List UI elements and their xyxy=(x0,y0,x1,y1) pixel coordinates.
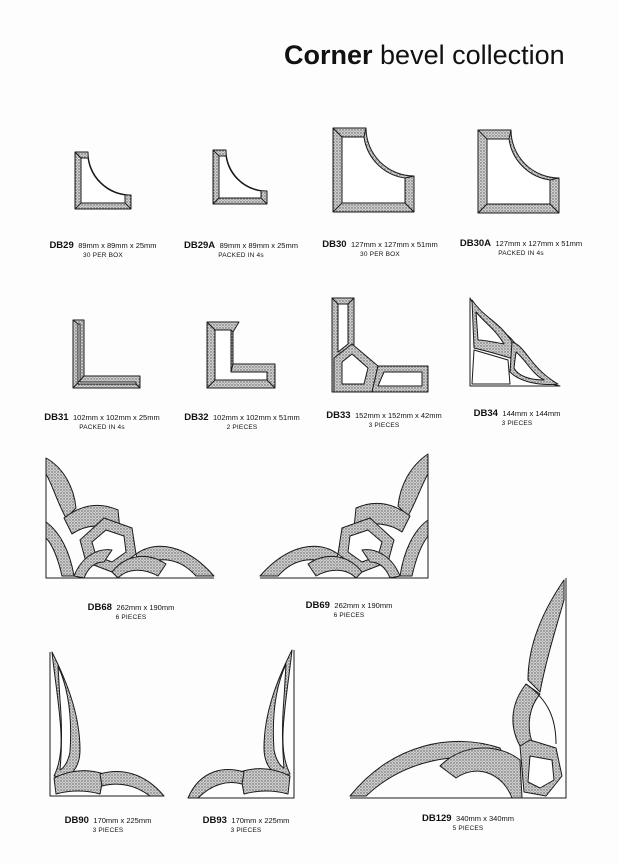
item-code: DB33 xyxy=(326,410,351,421)
item-dims: 262mm x 190mm xyxy=(334,601,393,610)
item-db69 xyxy=(294,596,404,620)
db33-bevel-drawing xyxy=(332,298,428,392)
item-note: 30 PER BOX xyxy=(83,251,123,259)
item-db29a xyxy=(179,236,303,260)
item-db33 xyxy=(320,406,448,430)
db31-bevel-drawing xyxy=(73,320,140,388)
db69-bevel-drawing xyxy=(260,454,428,578)
item-dims: 102mm x 102mm x 51mm xyxy=(213,413,300,422)
item-note: PACKED IN 4s xyxy=(79,423,125,431)
item-dims: 89mm x 89mm x 25mm xyxy=(78,241,157,250)
item-code: DB68 xyxy=(87,602,112,613)
item-code: DB34 xyxy=(473,408,498,419)
item-note: PACKED IN 4s xyxy=(218,251,264,259)
item-code: DB29A xyxy=(184,240,216,251)
item-dims: 144mm x 144mm xyxy=(502,409,561,418)
item-note: 6 PIECES xyxy=(333,611,365,619)
item-db93 xyxy=(190,811,302,835)
item-db129 xyxy=(410,809,526,833)
db93-bevel-drawing xyxy=(188,650,294,798)
item-dims: 170mm x 225mm xyxy=(231,816,290,825)
db34-bevel-drawing xyxy=(470,298,560,386)
db30-bevel-drawing xyxy=(333,128,414,212)
item-note: 3 PIECES xyxy=(368,421,400,429)
db29a-bevel-drawing xyxy=(213,150,267,204)
item-dims: 340mm x 340mm xyxy=(456,814,514,823)
item-db31 xyxy=(40,408,164,432)
item-note: 3 PIECES xyxy=(501,419,533,427)
item-code: DB30A xyxy=(459,238,491,249)
item-dims: 127mm x 127mm x 51mm xyxy=(351,240,438,249)
title-bold: Corner xyxy=(284,40,373,70)
item-code: DB32 xyxy=(184,412,209,423)
db29-bevel-drawing xyxy=(75,152,131,209)
item-note: 30 PER BOX xyxy=(360,250,400,258)
item-note: 5 PIECES xyxy=(452,824,484,832)
item-db30 xyxy=(318,235,442,259)
item-dims: 89mm x 89mm x 25mm xyxy=(219,241,298,250)
item-code: DB93 xyxy=(202,815,227,826)
item-code: DB31 xyxy=(44,412,69,423)
db68-bevel-drawing xyxy=(46,458,214,578)
item-code: DB29 xyxy=(49,240,74,251)
item-db32 xyxy=(178,408,306,432)
item-code: DB30 xyxy=(322,239,347,250)
item-db68 xyxy=(76,598,186,622)
db90-bevel-drawing xyxy=(50,652,164,796)
item-db34 xyxy=(468,404,566,428)
item-note: 2 PIECES xyxy=(226,423,258,431)
title-rest: bevel collection xyxy=(380,40,565,70)
item-code: DB90 xyxy=(64,815,89,826)
item-dims: 152mm x 152mm x 42mm xyxy=(355,411,442,420)
item-note: 6 PIECES xyxy=(115,613,147,621)
item-note: 3 PIECES xyxy=(230,826,262,834)
item-dims: 170mm x 225mm xyxy=(93,816,152,825)
db30a-bevel-drawing xyxy=(478,130,559,213)
item-dims: 127mm x 127mm x 51mm xyxy=(495,239,583,248)
item-dims: 262mm x 190mm xyxy=(116,603,175,612)
item-db90 xyxy=(52,811,164,835)
item-note: PACKED IN 4s xyxy=(498,249,544,257)
item-dims: 102mm x 102mm x 25mm xyxy=(73,413,160,422)
db32-bevel-drawing xyxy=(207,322,275,388)
item-db30a xyxy=(456,234,586,258)
item-db29 xyxy=(44,236,162,260)
item-code: DB129 xyxy=(422,813,452,824)
item-note: 3 PIECES xyxy=(92,826,124,834)
item-code: DB69 xyxy=(305,600,330,611)
